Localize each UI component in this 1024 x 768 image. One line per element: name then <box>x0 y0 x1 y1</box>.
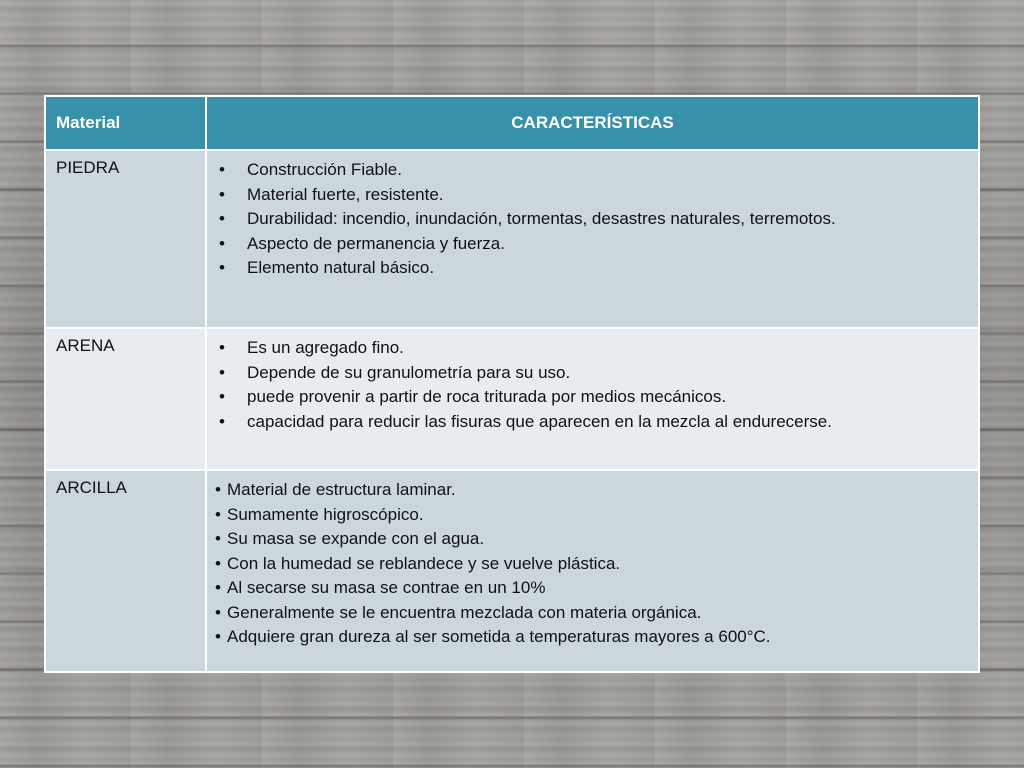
characteristics-cell <box>206 470 979 672</box>
bullet-icon: • <box>215 627 221 646</box>
list-item-text: Elemento natural básico. <box>247 258 435 277</box>
list-item-text: Construcción Fiable. <box>247 160 402 179</box>
list-item <box>215 183 968 208</box>
column-header-material: Material <box>45 96 206 150</box>
bullet-icon: • <box>215 602 221 622</box>
bullet-icon: • <box>215 529 221 548</box>
material-name-cell: ARENA <box>45 328 206 470</box>
list-item-text: Es un agregado fino. <box>247 338 404 357</box>
bullet-icon: • <box>219 160 225 179</box>
list-item <box>215 361 968 386</box>
characteristics-list <box>215 158 968 281</box>
list-item <box>215 601 968 626</box>
bullet-icon: • <box>219 338 225 357</box>
list-item-text: Material fuerte, resistente. <box>247 184 444 204</box>
bullet-icon: • <box>215 480 221 499</box>
table-header-row <box>45 96 979 150</box>
list-item-text: Depende de su granulometría para su uso. <box>247 362 571 382</box>
list-item-text: Generalmente se le encuentra mezclada con materia orgánica. <box>227 602 702 622</box>
list-item-text: Con la humedad se reblandece y se vuelve plástica. <box>227 553 621 573</box>
bullet-icon: • <box>219 233 225 253</box>
materials-table <box>44 95 980 673</box>
list-item <box>215 478 968 503</box>
table-row-piedra <box>45 150 979 328</box>
bullet-icon: • <box>215 553 221 573</box>
list-item <box>215 576 968 601</box>
list-item-text: Material de estructura laminar. <box>227 480 456 499</box>
characteristics-cell <box>206 150 979 328</box>
material-name-cell: ARCILLA <box>45 470 206 672</box>
table-row-arena <box>45 328 979 470</box>
list-item-text: Su masa se expande con el agua. <box>227 529 485 548</box>
bullet-icon: • <box>215 578 221 597</box>
list-item <box>215 410 968 435</box>
list-item <box>215 336 968 361</box>
list-item <box>215 232 968 257</box>
list-item-text: Adquiere gran dureza al ser sometida a temperaturas mayores a 600°C. <box>227 627 771 646</box>
list-item <box>215 552 968 577</box>
list-item-text: Durabilidad: incendio, inundación, tormentas, desastres naturales, terremotos. <box>247 209 836 228</box>
column-header-caracteristicas: CARACTERÍSTICAS <box>206 96 979 150</box>
table-row-arcilla <box>45 470 979 672</box>
list-item-text: capacidad para reducir las fisuras que aparecen en la mezcla al endurecerse. <box>247 411 832 431</box>
list-item <box>215 385 968 410</box>
characteristics-list <box>215 478 968 650</box>
list-item-text: Sumamente higroscópico. <box>227 504 424 524</box>
bullet-icon: • <box>219 387 225 406</box>
characteristics-cell <box>206 328 979 470</box>
bullet-icon: • <box>219 184 225 204</box>
list-item <box>215 527 968 552</box>
bullet-icon: • <box>219 411 225 431</box>
bullet-icon: • <box>215 504 221 524</box>
characteristics-list <box>215 336 968 434</box>
bullet-icon: • <box>219 209 225 228</box>
list-item-text: puede provenir a partir de roca triturada por medios mecánicos. <box>247 387 727 406</box>
list-item <box>215 207 968 232</box>
list-item-text: Aspecto de permanencia y fuerza. <box>247 233 505 253</box>
material-name-cell: PIEDRA <box>45 150 206 328</box>
list-item <box>215 158 968 183</box>
list-item <box>215 256 968 281</box>
list-item <box>215 503 968 528</box>
list-item-text: Al secarse su masa se contrae en un 10% <box>227 578 546 597</box>
bullet-icon: • <box>219 362 225 382</box>
bullet-icon: • <box>219 258 225 277</box>
list-item <box>215 625 968 650</box>
